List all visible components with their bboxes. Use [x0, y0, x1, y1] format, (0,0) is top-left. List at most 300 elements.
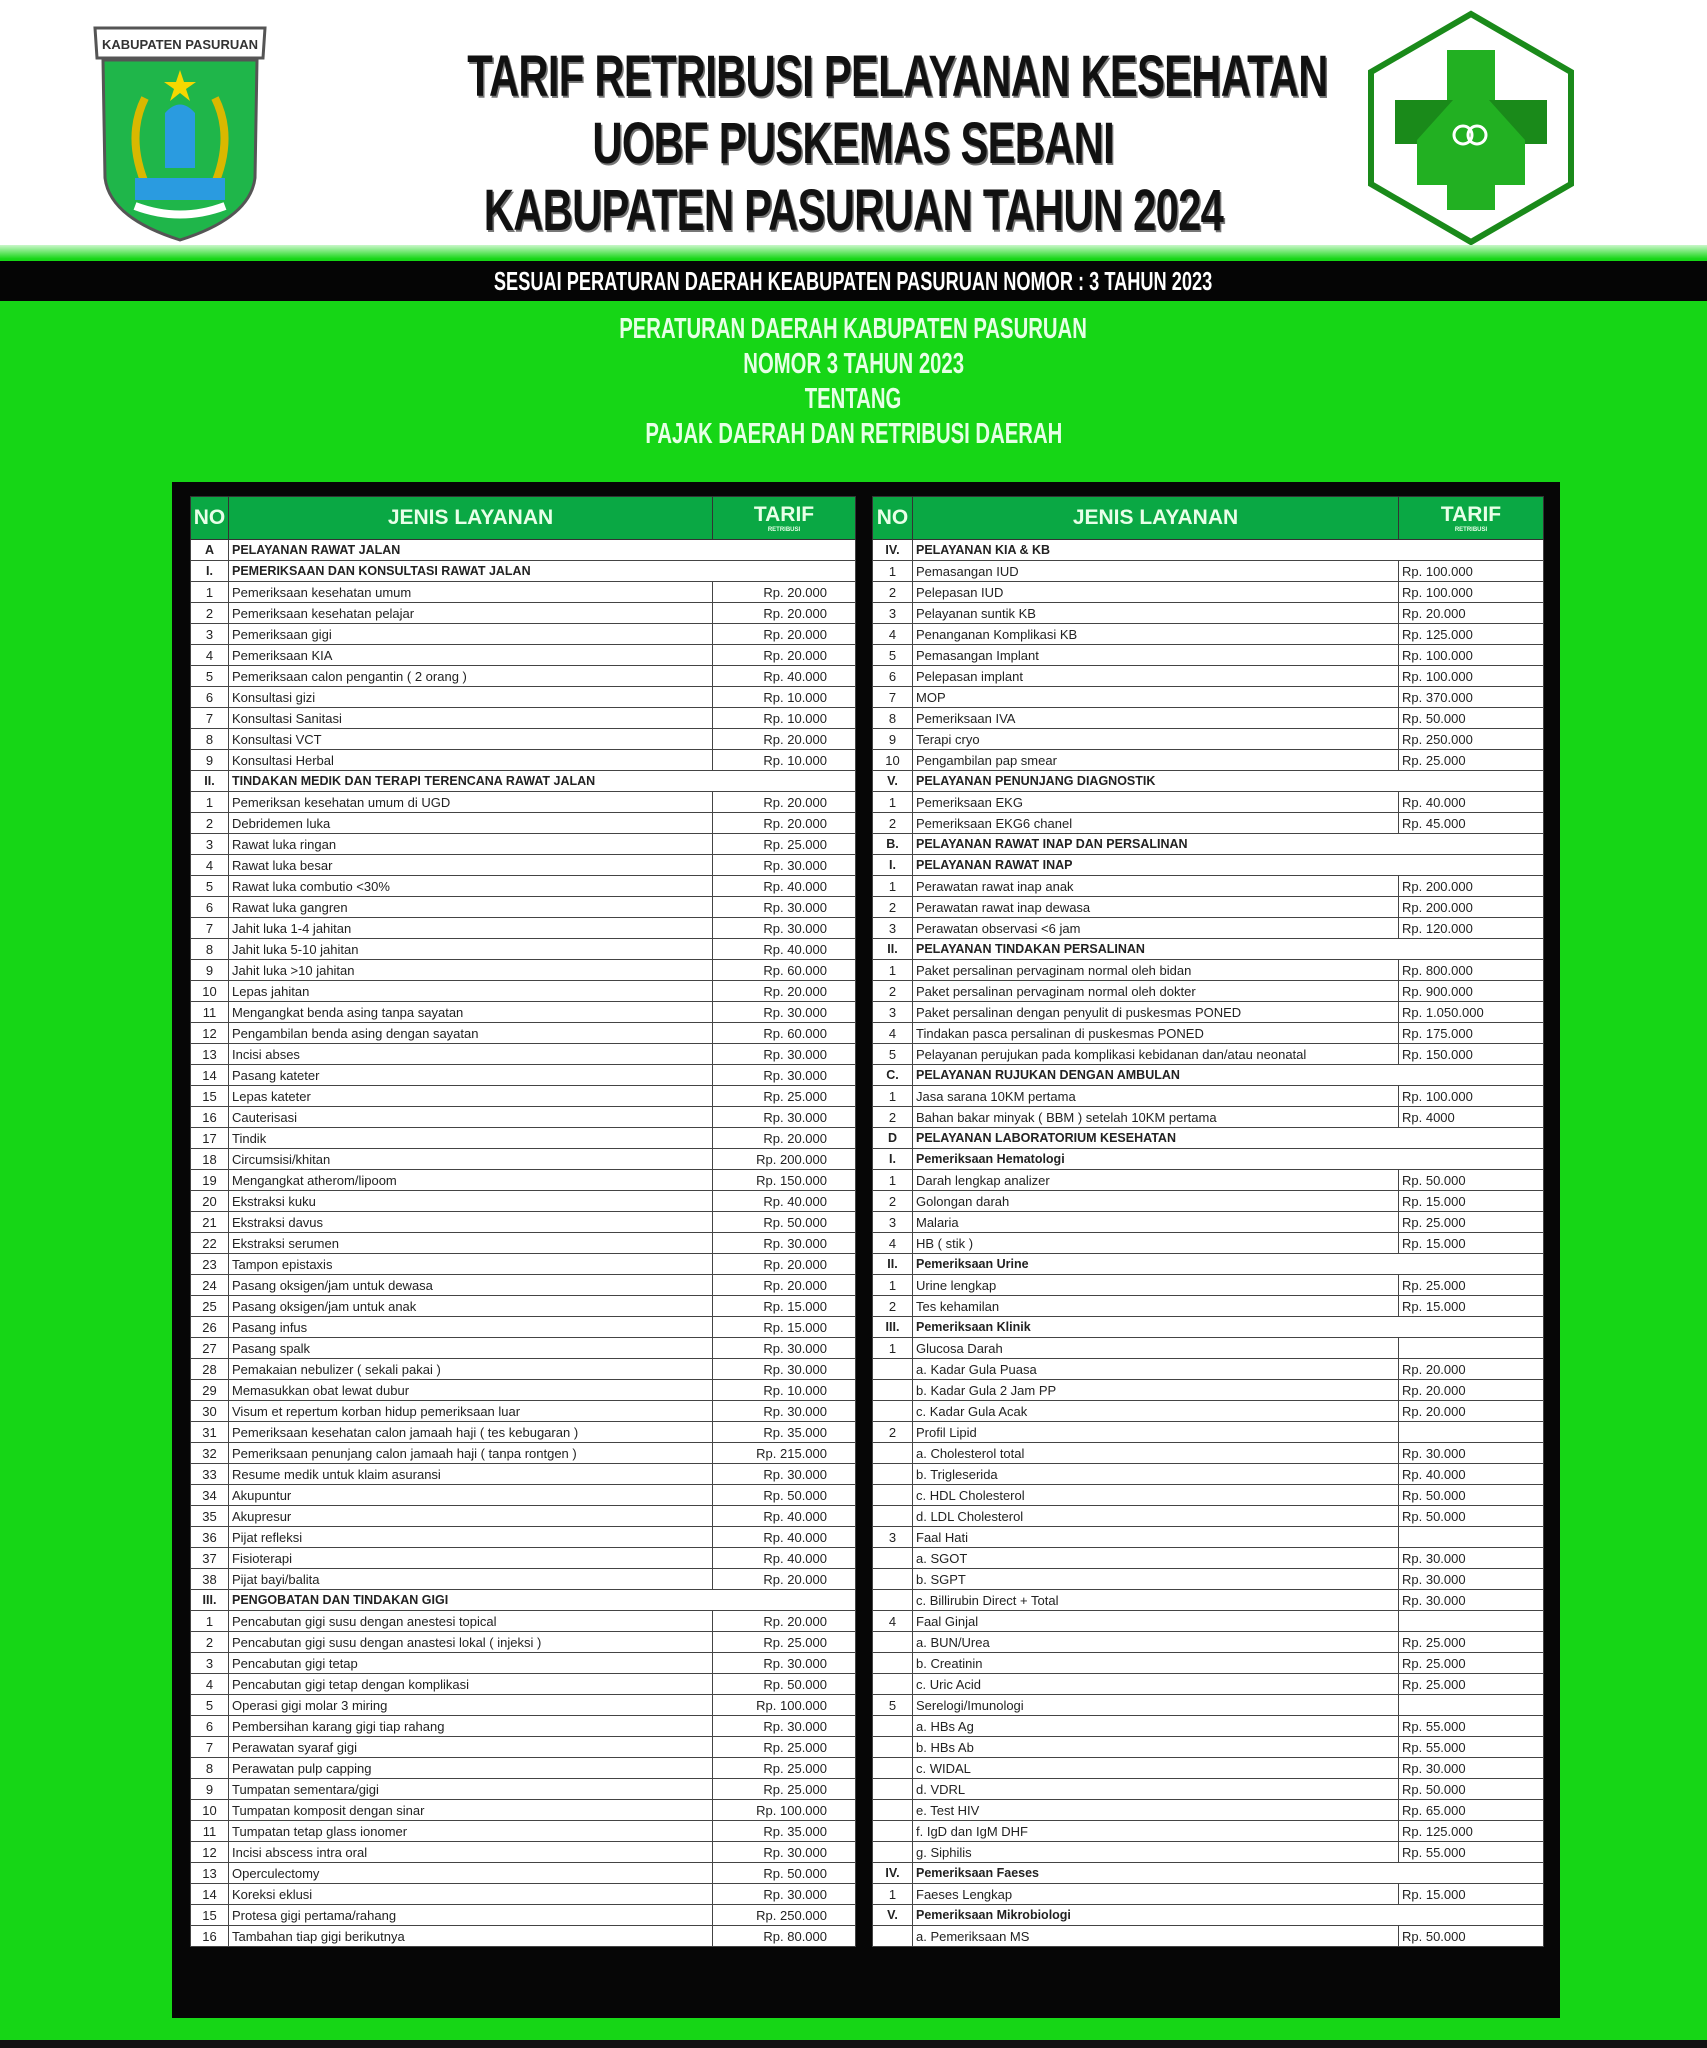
table-row	[191, 1443, 856, 1464]
service-name: Fisioterapi	[229, 1548, 713, 1569]
row-number: III.	[873, 1317, 913, 1338]
section-row	[873, 855, 1544, 876]
tariff-value: Rp. 100.000	[713, 1695, 856, 1716]
service-name: e. Test HIV	[913, 1800, 1399, 1821]
service-name: Pemeriksan kesehatan umum di UGD	[229, 792, 713, 813]
tariff-value: Rp. 900.000	[1399, 981, 1544, 1002]
row-number: 29	[191, 1380, 229, 1401]
tariff-value: Rp. 50.000	[713, 1212, 856, 1233]
service-name: Pasang oksigen/jam untuk anak	[229, 1296, 713, 1317]
tariff-value: Rp. 40.000	[713, 876, 856, 897]
tariff-value: Rp. 250.000	[713, 1905, 856, 1926]
row-number: 13	[191, 1044, 229, 1065]
table-row	[873, 1779, 1544, 1800]
row-number: 9	[191, 1779, 229, 1800]
row-number	[873, 1506, 913, 1527]
tariff-value: Rp. 200.000	[713, 1149, 856, 1170]
row-number	[873, 1716, 913, 1737]
service-name: Protesa gigi pertama/rahang	[229, 1905, 713, 1926]
service-name: Pemeriksaan IVA	[913, 708, 1399, 729]
table-row	[873, 1464, 1544, 1485]
row-number	[873, 1632, 913, 1653]
row-number: 3	[873, 1002, 913, 1023]
service-name: Operasi gigi molar 3 miring	[229, 1695, 713, 1716]
table-row	[873, 561, 1544, 582]
tariff-value: Rp. 20.000	[713, 603, 856, 624]
tariff-value: Rp. 20.000	[713, 981, 856, 1002]
table-row	[873, 1548, 1544, 1569]
row-number: 14	[191, 1884, 229, 1905]
service-name: Tumpatan sementara/gigi	[229, 1779, 713, 1800]
service-name: Faal Hati	[913, 1527, 1399, 1548]
row-number	[873, 1548, 913, 1569]
table-row	[873, 960, 1544, 981]
row-number	[873, 1800, 913, 1821]
row-number: 2	[873, 813, 913, 834]
tariff-value: Rp. 40.000	[713, 666, 856, 687]
col-tarif: TARIF RETRIBUSI	[713, 497, 856, 540]
tariff-value: Rp. 55.000	[1399, 1716, 1544, 1737]
table-row	[191, 1044, 856, 1065]
row-number: 12	[191, 1842, 229, 1863]
service-name: Paket persalinan dengan penyulit di puskesmas PONED	[913, 1002, 1399, 1023]
service-name: Jahit luka 5-10 jahitan	[229, 939, 713, 960]
row-number: 32	[191, 1443, 229, 1464]
table-row	[191, 1527, 856, 1548]
table-row	[873, 1842, 1544, 1863]
service-name: Pelepasan IUD	[913, 582, 1399, 603]
service-name: f. IgD dan IgM DHF	[913, 1821, 1399, 1842]
service-name: Rawat luka besar	[229, 855, 713, 876]
row-number	[873, 1464, 913, 1485]
table-row	[873, 666, 1544, 687]
service-name: Cauterisasi	[229, 1107, 713, 1128]
table-row	[191, 855, 856, 876]
row-number: 4	[191, 645, 229, 666]
tariff-value: Rp. 30.000	[1399, 1569, 1544, 1590]
service-name: Tampon epistaxis	[229, 1254, 713, 1275]
table-row	[873, 1107, 1544, 1128]
tariff-value: Rp. 200.000	[1399, 876, 1544, 897]
row-number: 2	[873, 1191, 913, 1212]
service-name: Visum et repertum korban hidup pemeriksaan luar	[229, 1401, 713, 1422]
table-row	[191, 1254, 856, 1275]
row-number: 22	[191, 1233, 229, 1254]
row-number: 27	[191, 1338, 229, 1359]
row-number: II.	[873, 939, 913, 960]
row-number: I.	[191, 561, 229, 582]
row-number: 10	[873, 750, 913, 771]
section-title: PEMERIKSAAN DAN KONSULTASI RAWAT JALAN	[229, 561, 856, 582]
section-row	[873, 540, 1544, 561]
tariff-value: Rp. 20.000	[713, 729, 856, 750]
table-row	[873, 1821, 1544, 1842]
tariff-value: Rp. 20.000	[713, 792, 856, 813]
table-row	[191, 1128, 856, 1149]
row-number: 3	[873, 1212, 913, 1233]
service-name: a. Kadar Gula Puasa	[913, 1359, 1399, 1380]
divider	[0, 245, 1707, 259]
table-row	[873, 897, 1544, 918]
subtitle-line: PERATURAN DAERAH KABUPATEN PASURUAN	[619, 313, 1088, 345]
tariff-value: Rp. 40.000	[713, 939, 856, 960]
table-row	[873, 1044, 1544, 1065]
row-number: 8	[191, 729, 229, 750]
row-number: 9	[191, 750, 229, 771]
table-row	[873, 1737, 1544, 1758]
table-row	[873, 1611, 1544, 1632]
table-row	[191, 1107, 856, 1128]
tariff-value: Rp. 40.000	[713, 1191, 856, 1212]
section-title: PELAYANAN KIA & KB	[913, 540, 1544, 561]
row-number: 1	[873, 1884, 913, 1905]
table-row	[191, 1317, 856, 1338]
table-row	[191, 1233, 856, 1254]
table-row	[191, 687, 856, 708]
row-number	[873, 1821, 913, 1842]
tariff-tables-frame	[172, 482, 1560, 2018]
row-number: I.	[873, 855, 913, 876]
section-title: Pemeriksaan Hematologi	[913, 1149, 1544, 1170]
tariff-value: Rp. 30.000	[713, 1842, 856, 1863]
row-number: 35	[191, 1506, 229, 1527]
col-tarif: TARIF RETRIBUSI	[1399, 497, 1544, 540]
service-name: Pemasangan Implant	[913, 645, 1399, 666]
section-row	[873, 1254, 1544, 1275]
service-name: Pijat refleksi	[229, 1527, 713, 1548]
service-name: Konsultasi Sanitasi	[229, 708, 713, 729]
row-number: 5	[191, 876, 229, 897]
table-row	[191, 1800, 856, 1821]
tariff-value: Rp. 55.000	[1399, 1842, 1544, 1863]
service-name: a. SGOT	[913, 1548, 1399, 1569]
table-row	[191, 1023, 856, 1044]
service-name: HB ( stik )	[913, 1233, 1399, 1254]
tariff-value: Rp. 50.000	[1399, 1506, 1544, 1527]
tariff-value: Rp. 50.000	[1399, 1485, 1544, 1506]
section-title: PELAYANAN RUJUKAN DENGAN AMBULAN	[913, 1065, 1544, 1086]
table-row	[873, 1506, 1544, 1527]
service-name: Rawat luka ringan	[229, 834, 713, 855]
tariff-value: Rp. 150.000	[1399, 1044, 1544, 1065]
table-row	[191, 939, 856, 960]
service-name: Pasang spalk	[229, 1338, 713, 1359]
row-number: 1	[873, 1086, 913, 1107]
row-number: 8	[873, 708, 913, 729]
table-header	[873, 497, 1544, 540]
subtitle-line: TENTANG	[805, 383, 902, 415]
row-number: 10	[191, 1800, 229, 1821]
service-name: Glucosa Darah	[913, 1338, 1399, 1359]
table-row	[191, 813, 856, 834]
service-name: Urine lengkap	[913, 1275, 1399, 1296]
table-row	[191, 1296, 856, 1317]
row-number: 2	[873, 1296, 913, 1317]
section-row	[873, 1065, 1544, 1086]
row-number: 25	[191, 1296, 229, 1317]
tariff-value: Rp. 125.000	[1399, 624, 1544, 645]
row-number: 4	[191, 855, 229, 876]
row-number: 4	[873, 1611, 913, 1632]
row-number: 3	[191, 834, 229, 855]
service-name: a. HBs Ag	[913, 1716, 1399, 1737]
tariff-value: Rp. 30.000	[713, 1338, 856, 1359]
table-row	[191, 1779, 856, 1800]
table-row	[873, 813, 1544, 834]
service-name: Ekstraksi davus	[229, 1212, 713, 1233]
service-name: Tumpatan tetap glass ionomer	[229, 1821, 713, 1842]
table-row	[873, 1716, 1544, 1737]
table-row	[191, 1338, 856, 1359]
service-name: a. BUN/Urea	[913, 1632, 1399, 1653]
section-title: Pemeriksaan Urine	[913, 1254, 1544, 1275]
table-row	[873, 1296, 1544, 1317]
table-row	[191, 1863, 856, 1884]
section-row	[873, 834, 1544, 855]
row-number: 5	[191, 1695, 229, 1716]
table-row	[873, 624, 1544, 645]
service-name: Memasukkan obat lewat dubur	[229, 1380, 713, 1401]
service-name: a. Cholesterol total	[913, 1443, 1399, 1464]
service-name: d. VDRL	[913, 1779, 1399, 1800]
table-row	[191, 1632, 856, 1653]
tariff-value: Rp. 20.000	[1399, 1401, 1544, 1422]
tariff-value: Rp. 30.000	[713, 1107, 856, 1128]
service-name: Penanganan Komplikasi KB	[913, 624, 1399, 645]
table-row	[191, 729, 856, 750]
row-number: 6	[191, 897, 229, 918]
service-name: Pemeriksaan penunjang calon jamaah haji ( tanpa rontgen )	[229, 1443, 713, 1464]
table-row	[191, 1716, 856, 1737]
tariff-value: Rp. 40.000	[713, 1506, 856, 1527]
row-number: 1	[873, 1170, 913, 1191]
table-row	[873, 1338, 1544, 1359]
service-name: b. Trigleserida	[913, 1464, 1399, 1485]
row-number: 6	[191, 1716, 229, 1737]
tariff-value: Rp. 80.000	[713, 1926, 856, 1947]
table-row	[873, 1695, 1544, 1716]
row-number: 1	[873, 561, 913, 582]
table-row	[873, 1380, 1544, 1401]
table-row	[191, 645, 856, 666]
row-number: 13	[191, 1863, 229, 1884]
row-number: 2	[873, 897, 913, 918]
row-number	[873, 1674, 913, 1695]
tariff-value: Rp. 30.000	[1399, 1590, 1544, 1611]
tariff-value: Rp. 120.000	[1399, 918, 1544, 939]
row-number: 4	[191, 1674, 229, 1695]
table-row	[191, 834, 856, 855]
tariff-value: Rp. 20.000	[1399, 1380, 1544, 1401]
table-row	[191, 1674, 856, 1695]
service-name: Pasang infus	[229, 1317, 713, 1338]
row-number: 7	[873, 687, 913, 708]
service-name: Pemeriksaan KIA	[229, 645, 713, 666]
row-number: 9	[873, 729, 913, 750]
row-number	[873, 1653, 913, 1674]
table-row	[191, 897, 856, 918]
tariff-value: Rp. 100.000	[1399, 1086, 1544, 1107]
tariff-value: Rp. 100.000	[1399, 561, 1544, 582]
tariff-value: Rp. 200.000	[1399, 897, 1544, 918]
row-number: 31	[191, 1422, 229, 1443]
table-row	[191, 1926, 856, 1947]
row-number: 38	[191, 1569, 229, 1590]
col-jenis-layanan: JENIS LAYANAN	[913, 497, 1399, 540]
row-number: V.	[873, 1905, 913, 1926]
row-number: 2	[191, 1632, 229, 1653]
section-title: Pemeriksaan Klinik	[913, 1317, 1544, 1338]
service-name: Bahan bakar minyak ( BBM ) setelah 10KM pertama	[913, 1107, 1399, 1128]
table-row	[191, 1422, 856, 1443]
table-row	[191, 1275, 856, 1296]
service-name: MOP	[913, 687, 1399, 708]
table-row	[873, 1170, 1544, 1191]
service-name: g. Siphilis	[913, 1842, 1399, 1863]
section-title: PELAYANAN RAWAT JALAN	[229, 540, 856, 561]
table-row	[191, 708, 856, 729]
row-number: 28	[191, 1359, 229, 1380]
row-number: IV.	[873, 1863, 913, 1884]
service-name: c. Kadar Gula Acak	[913, 1401, 1399, 1422]
service-name: Pemeriksaan kesehatan pelajar	[229, 603, 713, 624]
table-row	[873, 1653, 1544, 1674]
service-name: Akupuntur	[229, 1485, 713, 1506]
row-number: 7	[191, 1737, 229, 1758]
row-number	[873, 1779, 913, 1800]
regulation-band: SESUAI PERATURAN DAERAH KEABUPATEN PASURUAN NOMOR : 3 TAHUN 2023	[0, 261, 1707, 301]
row-number: 6	[873, 666, 913, 687]
service-name: Pengambilan benda asing dengan sayatan	[229, 1023, 713, 1044]
svg-text:KABUPATEN PASURUAN: KABUPATEN PASURUAN	[102, 37, 258, 52]
service-name: c. Uric Acid	[913, 1674, 1399, 1695]
service-name: c. WIDAL	[913, 1758, 1399, 1779]
table-row	[873, 876, 1544, 897]
tariff-value: Rp. 10.000	[713, 687, 856, 708]
service-name: Faal Ginjal	[913, 1611, 1399, 1632]
service-name: Resume medik untuk klaim asuransi	[229, 1464, 713, 1485]
table-row	[873, 1590, 1544, 1611]
service-name: Pemeriksaan EKG6 chanel	[913, 813, 1399, 834]
table-row	[873, 1443, 1544, 1464]
row-number: 7	[191, 708, 229, 729]
row-number: 3	[873, 603, 913, 624]
service-name: Lepas kateter	[229, 1086, 713, 1107]
row-number: 20	[191, 1191, 229, 1212]
row-number: 16	[191, 1107, 229, 1128]
service-name: Pijat bayi/balita	[229, 1569, 713, 1590]
row-number	[873, 1359, 913, 1380]
table-row	[191, 1191, 856, 1212]
service-name: Operculectomy	[229, 1863, 713, 1884]
tariff-value: Rp. 20.000	[713, 624, 856, 645]
tariff-value: Rp. 20.000	[713, 1275, 856, 1296]
row-number: II.	[873, 1254, 913, 1275]
service-name: Pasang kateter	[229, 1065, 713, 1086]
service-name: Konsultasi VCT	[229, 729, 713, 750]
service-name: Konsultasi gizi	[229, 687, 713, 708]
row-number: 11	[191, 1821, 229, 1842]
row-number: 4	[873, 1233, 913, 1254]
section-title: PELAYANAN TINDAKAN PERSALINAN	[913, 939, 1544, 960]
tariff-value: Rp. 20.000	[713, 1254, 856, 1275]
service-name: c. Billirubin Direct + Total	[913, 1590, 1399, 1611]
table-row	[191, 1464, 856, 1485]
row-number: 21	[191, 1212, 229, 1233]
row-number: 3	[191, 1653, 229, 1674]
table-row	[873, 1884, 1544, 1905]
service-name: Incisi abses	[229, 1044, 713, 1065]
service-name: Pemeriksaan EKG	[913, 792, 1399, 813]
row-number: 3	[191, 624, 229, 645]
service-name: Tes kehamilan	[913, 1296, 1399, 1317]
table-row	[191, 1695, 856, 1716]
section-title: Pemeriksaan Faeses	[913, 1863, 1544, 1884]
service-name: Profil Lipid	[913, 1422, 1399, 1443]
table-row	[873, 1191, 1544, 1212]
row-number: 15	[191, 1905, 229, 1926]
service-name: Jahit luka 1-4 jahitan	[229, 918, 713, 939]
row-number	[873, 1737, 913, 1758]
service-name: Pencabutan gigi susu dengan anastesi lokal ( injeksi )	[229, 1632, 713, 1653]
table-row	[191, 1002, 856, 1023]
row-number: 2	[873, 981, 913, 1002]
table-row	[873, 1422, 1544, 1443]
tariff-value: Rp. 25.000	[1399, 1674, 1544, 1695]
service-name: Konsultasi Herbal	[229, 750, 713, 771]
row-number	[873, 1485, 913, 1506]
tariff-table-left	[190, 496, 856, 1947]
row-number: 33	[191, 1464, 229, 1485]
service-name: d. LDL Cholesterol	[913, 1506, 1399, 1527]
tariff-value: Rp. 25.000	[713, 1632, 856, 1653]
service-name: Tindik	[229, 1128, 713, 1149]
tariff-value: Rp. 30.000	[713, 918, 856, 939]
row-number: 1	[873, 876, 913, 897]
table-row	[191, 1380, 856, 1401]
table-row	[873, 1233, 1544, 1254]
table-row	[191, 1611, 856, 1632]
service-name: Perawatan pulp capping	[229, 1758, 713, 1779]
service-name: Pasang oksigen/jam untuk dewasa	[229, 1275, 713, 1296]
row-number	[873, 1926, 913, 1947]
row-number: 15	[191, 1086, 229, 1107]
row-number: 19	[191, 1170, 229, 1191]
section-row	[191, 540, 856, 561]
tariff-value: Rp. 50.000	[1399, 1779, 1544, 1800]
section-title: Pemeriksaan Mikrobiologi	[913, 1905, 1544, 1926]
row-number: 1	[873, 1275, 913, 1296]
row-number: 5	[873, 645, 913, 666]
tariff-value: Rp. 25.000	[713, 1086, 856, 1107]
table-row	[191, 1485, 856, 1506]
tariff-value: Rp. 15.000	[1399, 1296, 1544, 1317]
bottom-border	[0, 2040, 1707, 2048]
table-row	[191, 1359, 856, 1380]
tariff-value	[1399, 1527, 1544, 1548]
tariff-value: Rp. 50.000	[713, 1863, 856, 1884]
table-row	[191, 1884, 856, 1905]
service-name: Akupresur	[229, 1506, 713, 1527]
service-name: Pembersihan karang gigi tiap rahang	[229, 1716, 713, 1737]
row-number: 36	[191, 1527, 229, 1548]
row-number: C.	[873, 1065, 913, 1086]
tariff-value	[1399, 1422, 1544, 1443]
service-name: Perawatan syaraf gigi	[229, 1737, 713, 1758]
service-name: Pemeriksaan gigi	[229, 624, 713, 645]
table-row	[873, 1002, 1544, 1023]
tariff-value: Rp. 150.000	[713, 1170, 856, 1191]
